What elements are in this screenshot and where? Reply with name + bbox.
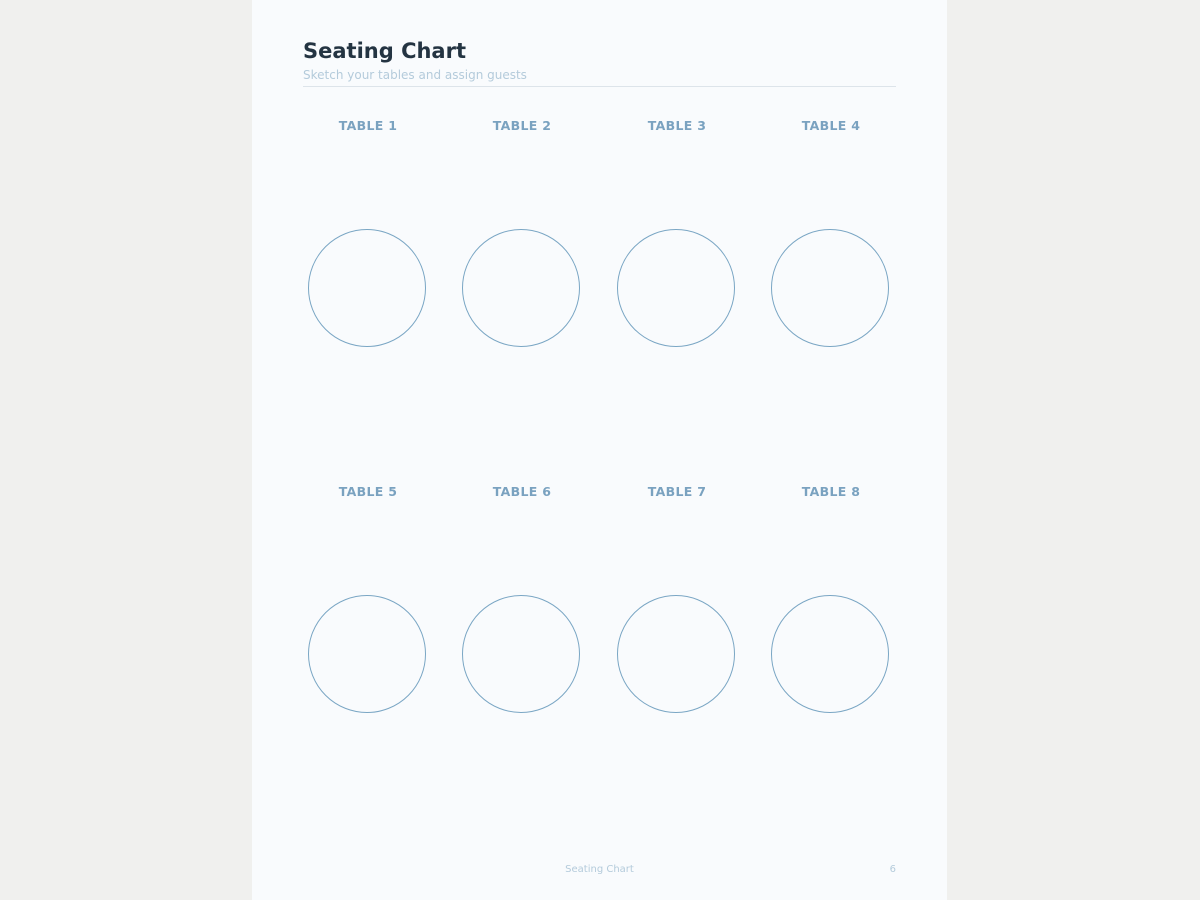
page-header xyxy=(303,37,896,83)
footer-title: Seating Chart xyxy=(565,864,634,875)
round-table-outline xyxy=(617,229,735,347)
document-page xyxy=(252,0,947,900)
page-number: 6 xyxy=(889,864,896,875)
table-label: TABLE 8 xyxy=(801,484,861,499)
round-table-outline xyxy=(462,229,580,347)
table-label: TABLE 3 xyxy=(647,118,707,133)
table-label: TABLE 4 xyxy=(801,118,861,133)
round-table-outline xyxy=(308,229,426,347)
round-table-outline xyxy=(771,229,889,347)
table-label: TABLE 5 xyxy=(338,484,398,499)
table-label: TABLE 2 xyxy=(492,118,552,133)
table-cell xyxy=(291,118,445,418)
table-cell xyxy=(445,484,599,784)
page-subtitle: Sketch your tables and assign guests xyxy=(303,68,527,82)
round-table-outline xyxy=(771,595,889,713)
table-cell xyxy=(600,118,754,418)
table-cell xyxy=(754,484,908,784)
table-cell xyxy=(291,484,445,784)
round-table-outline xyxy=(462,595,580,713)
table-cell xyxy=(600,484,754,784)
round-table-outline xyxy=(617,595,735,713)
table-label: TABLE 1 xyxy=(338,118,398,133)
table-cell xyxy=(445,118,599,418)
round-table-outline xyxy=(308,595,426,713)
header-divider xyxy=(303,86,896,87)
table-label: TABLE 7 xyxy=(647,484,707,499)
page-title: Seating Chart xyxy=(303,39,466,63)
table-cell xyxy=(754,118,908,418)
table-label: TABLE 6 xyxy=(492,484,552,499)
